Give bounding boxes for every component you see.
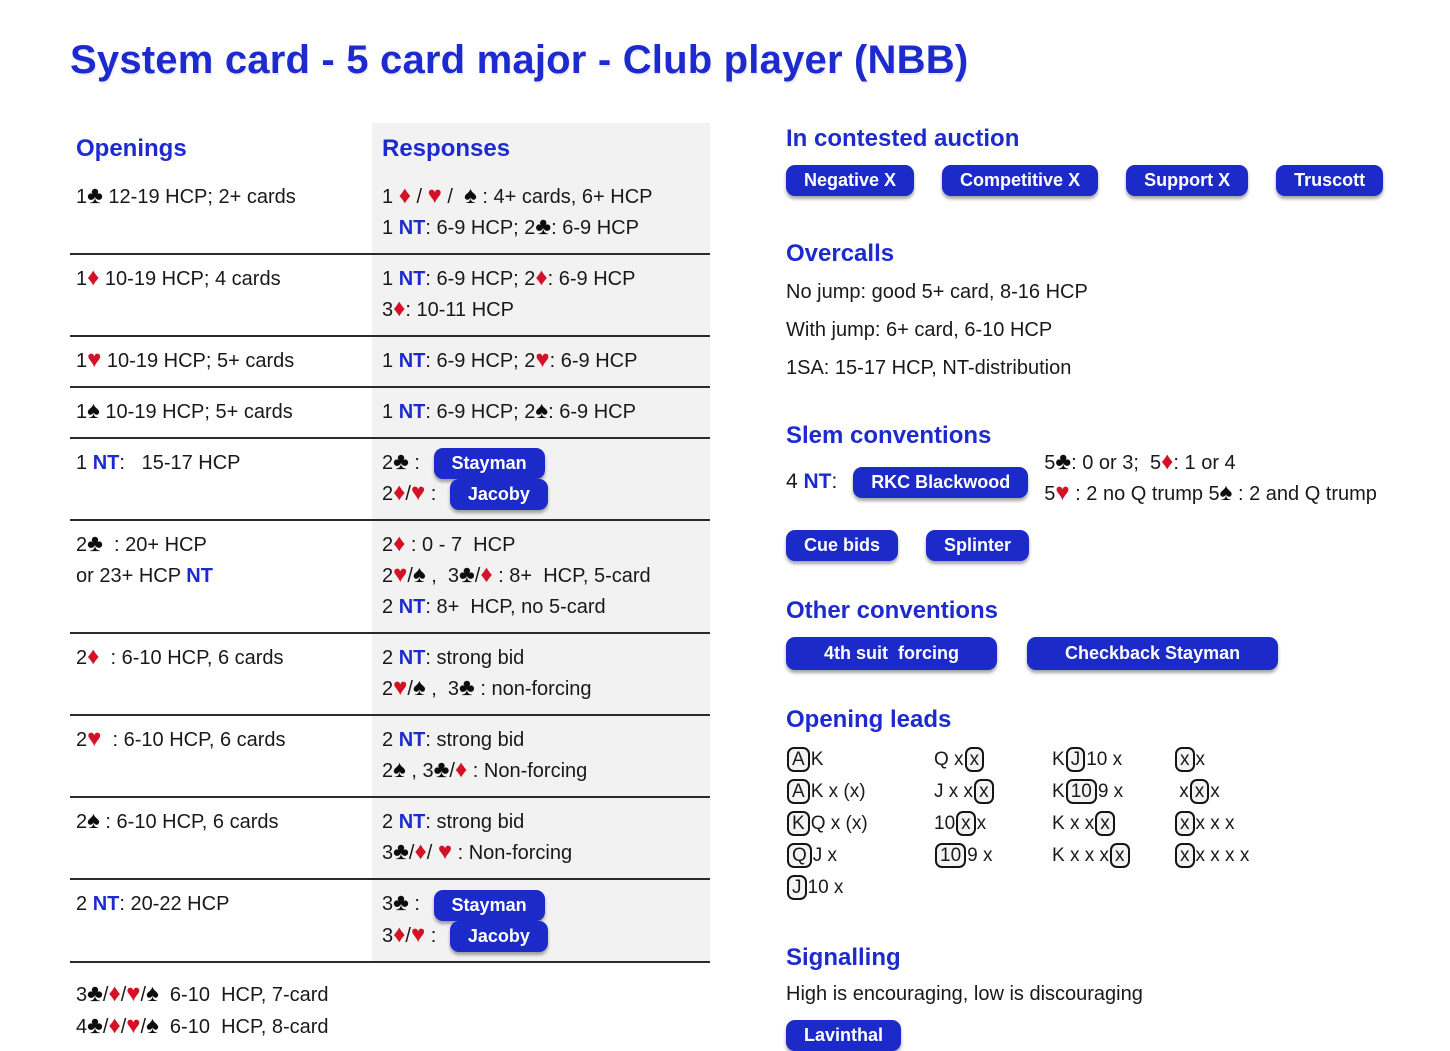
heart-suit-icon: ♥ [87,725,102,753]
club-suit-icon: ♣ [393,448,409,475]
nt-label: NT [398,729,426,752]
opening-cell [70,798,372,878]
support-x-button[interactable]: Support X [1126,165,1248,196]
spade-suit-icon: ♠ [464,182,477,209]
response-bid-text: 2 NT: strong bid [382,647,525,670]
diamond-suit-icon: ♦ [398,182,411,209]
competitive-x-button[interactable]: Competitive X [942,165,1098,196]
opening-leads-heading: Opening leads [786,706,952,733]
nt-label: NT [398,268,426,290]
nt-label: NT [398,647,426,670]
overcall-text: No jump: good 5+ card, 8-16 HCP [786,281,1088,303]
lead-combination [934,872,1052,904]
diamond-suit-icon: ♦ [1161,448,1174,475]
club-suit-icon: ♣ [459,561,475,589]
card-box: 10 [935,843,966,868]
lead-combination: x x x x x [1174,840,1450,872]
diamond-suit-icon: ♦ [535,264,548,291]
heart-suit-icon: ♥ [126,979,141,1007]
opening-cell [70,521,372,632]
opening-bid-text: 2 NT: 20-22 HCP [76,893,230,916]
diamond-suit-icon: ♦ [393,530,406,558]
opening-bid-text: 2♠ : 6-10 HCP, 6 cards [76,807,279,835]
response-bid-text: 1 NT: 6-9 HCP; 2♥: 6-9 HCP [382,346,638,373]
club-suit-icon: ♣ [87,182,103,209]
jacoby-button[interactable]: Jacoby [450,921,548,952]
responses-cell [372,173,710,253]
response-bid-text: 1 NT: 6-9 HCP; 2♠: 6-9 HCP [382,397,636,424]
slam-buttons [786,530,1450,561]
lead-combination: A K [786,744,934,776]
nt-label: NT [398,217,426,239]
preempt-opening-text: 4♣/♦/♥/♠ 6-10 HCP, 8-card [76,1011,329,1039]
blackwood-response-text: 5♥ : 2 no Q trump 5♠ : 2 and Q trump [1044,479,1377,506]
lead-combination: K x x x [1052,808,1174,840]
lead-combination: A K x (x) [786,776,934,808]
opening-cell [70,439,372,519]
spade-suit-icon: ♠ [393,756,406,784]
contested-auction-heading: In contested auction [786,125,1020,152]
content-columns [70,123,1440,1051]
overcalls-lines [786,274,1450,386]
responses-cell [372,439,710,519]
heart-suit-icon: ♥ [393,561,408,589]
opening-bid-text: 2♣ : 20+ HCP [76,530,207,558]
card-box: 10 [1066,779,1097,804]
response-bid-text: 1 NT: 6-9 HCP; 2♦: 6-9 HCP [382,264,636,291]
checkback-stayman-button[interactable]: Checkback Stayman [1027,637,1278,670]
lavinthal-button[interactable]: Lavinthal [786,1020,901,1051]
nt-label: NT [398,350,426,372]
response-bid-text: 3♦: 10-11 HCP [382,295,514,322]
card-box: K [787,811,810,836]
response-bid-text: 2♦/♥ : Jacoby [382,479,704,510]
rkc-blackwood-button[interactable]: RKC Blackwood [853,467,1028,498]
lead-combination: J 10 x [786,872,934,904]
nt-label: NT [398,811,426,834]
response-bid-text: 2♥/♠ , 3♣/♦ : 8+ HCP, 5-card [382,561,651,589]
club-suit-icon: ♣ [87,1011,103,1039]
diamond-suit-icon: ♦ [108,1011,121,1039]
openings-table-rows [70,173,710,963]
openings-table [70,123,710,963]
nt-label: NT [186,565,213,588]
responses-cell [372,388,710,437]
response-bid-text: 3♣/♦/ ♥ : Non-forcing [382,838,573,866]
diamond-suit-icon: ♦ [87,643,100,671]
responses-cell [372,255,710,335]
heart-suit-icon: ♥ [87,346,102,373]
signalling-text: High is encouraging, low is discouraging [786,983,1143,1005]
responses-cell [372,798,710,878]
opening-bid-text: 2♥ : 6-10 HCP, 6 cards [76,725,286,753]
heart-suit-icon: ♥ [410,920,426,948]
contested-auction-section [786,125,1450,196]
response-bid-text: 1 ♦ / ♥ / ♠ : 4+ cards, 6+ HCP [382,182,653,209]
openings-row [70,388,710,439]
opening-bid-text: 1♣ 12-19 HCP; 2+ cards [76,182,296,209]
nt-label: NT [92,893,120,916]
openings-row [70,439,710,521]
opening-leads-section [786,706,1450,904]
openings-row [70,880,710,962]
openings-row [70,337,710,388]
other-conventions-section [786,597,1450,670]
card-box: x [1190,779,1210,804]
lead-combination [1052,872,1174,904]
preempt-openings [70,979,710,1043]
card-box: x [1110,843,1130,868]
club-suit-icon: ♣ [433,756,450,784]
heart-suit-icon: ♥ [427,182,442,209]
nt-label: NT [398,596,426,619]
responses-cell [372,337,710,386]
4th-suit-forcing-button[interactable]: 4th suit forcing [786,637,997,670]
response-bid-text: 2♦ : 0 - 7 HCP [382,530,516,558]
openings-responses-section [70,123,710,1043]
overcall-text: With jump: 6+ card, 6-10 HCP [786,319,1053,341]
card-box: x [974,779,994,804]
lead-combination: x x [1174,744,1450,776]
four-nt-label: 4 NT: [786,470,844,493]
overcalls-section [786,240,1450,386]
responses-cell [372,716,710,796]
spade-suit-icon: ♠ [1219,479,1233,506]
opening-cell [70,880,372,960]
stayman-button[interactable]: Stayman [434,890,545,921]
signalling-section [786,944,1450,1051]
diamond-suit-icon: ♦ [393,920,406,948]
negative-x-button[interactable]: Negative X [786,165,914,196]
blackwood-response-text: 5♣: 0 or 3; 5♦: 1 or 4 [1044,448,1236,475]
club-suit-icon: ♣ [535,213,552,240]
heart-suit-icon: ♥ [393,674,408,702]
other-conventions-buttons [786,637,1450,670]
lead-combination: K J 10 x [1052,749,1123,770]
card-box: J [787,875,807,900]
heart-suit-icon: ♥ [126,1011,141,1039]
club-suit-icon: ♣ [393,838,409,866]
card-box: Q [787,843,812,868]
lead-combination: Q J x [786,840,934,872]
diamond-suit-icon: ♦ [480,561,493,589]
spade-suit-icon: ♠ [87,397,100,424]
response-bid-text: 2 NT: strong bid [382,729,525,752]
diamond-suit-icon: ♦ [454,756,468,784]
lead-combination: K x x x x [1052,840,1174,872]
lead-combination: 10 x x [934,813,987,834]
blackwood-responses [1044,448,1377,510]
club-suit-icon: ♣ [459,674,475,702]
opening-bid-text: 2♦ : 6-10 HCP, 6 cards [76,643,284,671]
opening-cell [70,388,372,437]
heart-suit-icon: ♥ [410,479,426,507]
signalling-heading: Signalling [786,944,901,971]
cue-bids-button[interactable]: Cue bids [786,530,898,561]
responses-header: Responses [372,123,710,173]
nt-label: NT [398,401,426,423]
club-suit-icon: ♣ [1055,448,1072,475]
preempt-opening-text: 3♣/♦/♥/♠ 6-10 HCP, 7-card [76,979,329,1007]
diamond-suit-icon: ♦ [87,264,100,291]
opening-bid-text: or 23+ HCP NT [76,565,213,588]
four-nt-row [786,448,1450,510]
card-box: x [956,811,976,836]
overcall-text: 1SA: 15-17 HCP, NT-distribution [786,357,1072,379]
spade-suit-icon: ♠ [87,807,100,835]
lead-combination: J x x x [934,776,1052,808]
response-bid-text: 2 NT: 8+ HCP, no 5-card [382,596,606,619]
opening-bid-text: 1♥ 10-19 HCP; 5+ cards [76,346,295,373]
card-box: A [787,779,810,804]
opening-cell [70,255,372,335]
slam-conventions-heading: Slem conventions [786,422,992,449]
openings-row [70,798,710,880]
nt-label: NT [92,452,120,474]
heart-suit-icon: ♥ [437,838,453,866]
spade-suit-icon: ♠ [412,561,426,589]
table-header-row [70,123,710,173]
heart-suit-icon: ♥ [535,346,550,373]
splinter-button[interactable]: Splinter [926,530,1029,561]
opening-bid-text: 1♦ 10-19 HCP; 4 cards [76,264,281,291]
opening-bid-text: 1 NT: 15-17 HCP [76,452,241,474]
club-suit-icon: ♣ [87,530,103,558]
lead-combination: Q x x [934,744,1052,776]
jacoby-button[interactable]: Jacoby [450,479,548,510]
responses-cell [372,521,710,632]
response-bid-text: 3♦/♥ : Jacoby [382,921,704,952]
opening-leads-grid [786,744,1450,904]
card-box: x [1095,811,1115,836]
club-suit-icon: ♣ [87,979,103,1007]
response-bid-text: 2♣ : Stayman [382,448,704,479]
truscott-button[interactable]: Truscott [1276,165,1383,196]
overcalls-heading: Overcalls [786,240,895,267]
opening-cell [70,716,372,796]
card-box: x [1175,747,1195,772]
card-box: x [965,747,985,772]
diamond-suit-icon: ♦ [414,838,427,866]
openings-row [70,521,710,634]
slam-conventions-section [786,422,1450,561]
other-conventions-heading: Other conventions [786,597,999,624]
openings-row [70,716,710,798]
spade-suit-icon: ♠ [412,674,426,702]
page-title: System card - 5 card major - Club player (NBB) [70,38,969,82]
diamond-suit-icon: ♦ [393,479,406,507]
contested-auction-buttons [786,165,1450,196]
responses-cell [372,880,710,960]
lead-combination: 10 9 x [934,840,1052,872]
openings-row [70,173,710,255]
openings-row [70,634,710,716]
opening-bid-text: 1♠ 10-19 HCP; 5+ cards [76,397,293,424]
response-bid-text: 2♠ , 3♣/♦ : Non-forcing [382,756,588,784]
openings-row [70,255,710,337]
conventions-section [786,123,1450,1051]
opening-cell [70,634,372,714]
lead-combination: K Q x (x) [786,808,934,840]
club-suit-icon: ♣ [393,889,409,917]
responses-cell [372,634,710,714]
heart-suit-icon: ♥ [1055,479,1070,506]
lead-combination: K 10 9 x [1052,781,1124,802]
card-box: x [1175,811,1195,836]
lead-combination: x x x [1174,781,1220,802]
response-bid-text: 3♣ : Stayman [382,889,704,920]
card-box: x [1175,843,1195,868]
diamond-suit-icon: ♦ [393,295,406,322]
response-bid-text: 2 NT: strong bid [382,811,525,834]
spade-suit-icon: ♠ [535,397,549,424]
lead-combination: x x x x [1174,808,1450,840]
opening-cell [70,173,372,253]
card-box: A [787,747,810,772]
spade-suit-icon: ♠ [146,979,159,1007]
card-box: J [1066,747,1086,772]
lead-combination [1174,872,1450,904]
stayman-button[interactable]: Stayman [434,448,545,479]
nt-label: NT [803,470,832,493]
spade-suit-icon: ♠ [146,1011,159,1039]
response-bid-text: 2♥/♠ , 3♣ : non-forcing [382,674,592,702]
response-bid-text: 1 NT: 6-9 HCP; 2♣: 6-9 HCP [382,213,639,240]
opening-cell [70,337,372,386]
openings-header: Openings [76,135,187,162]
diamond-suit-icon: ♦ [108,979,121,1007]
